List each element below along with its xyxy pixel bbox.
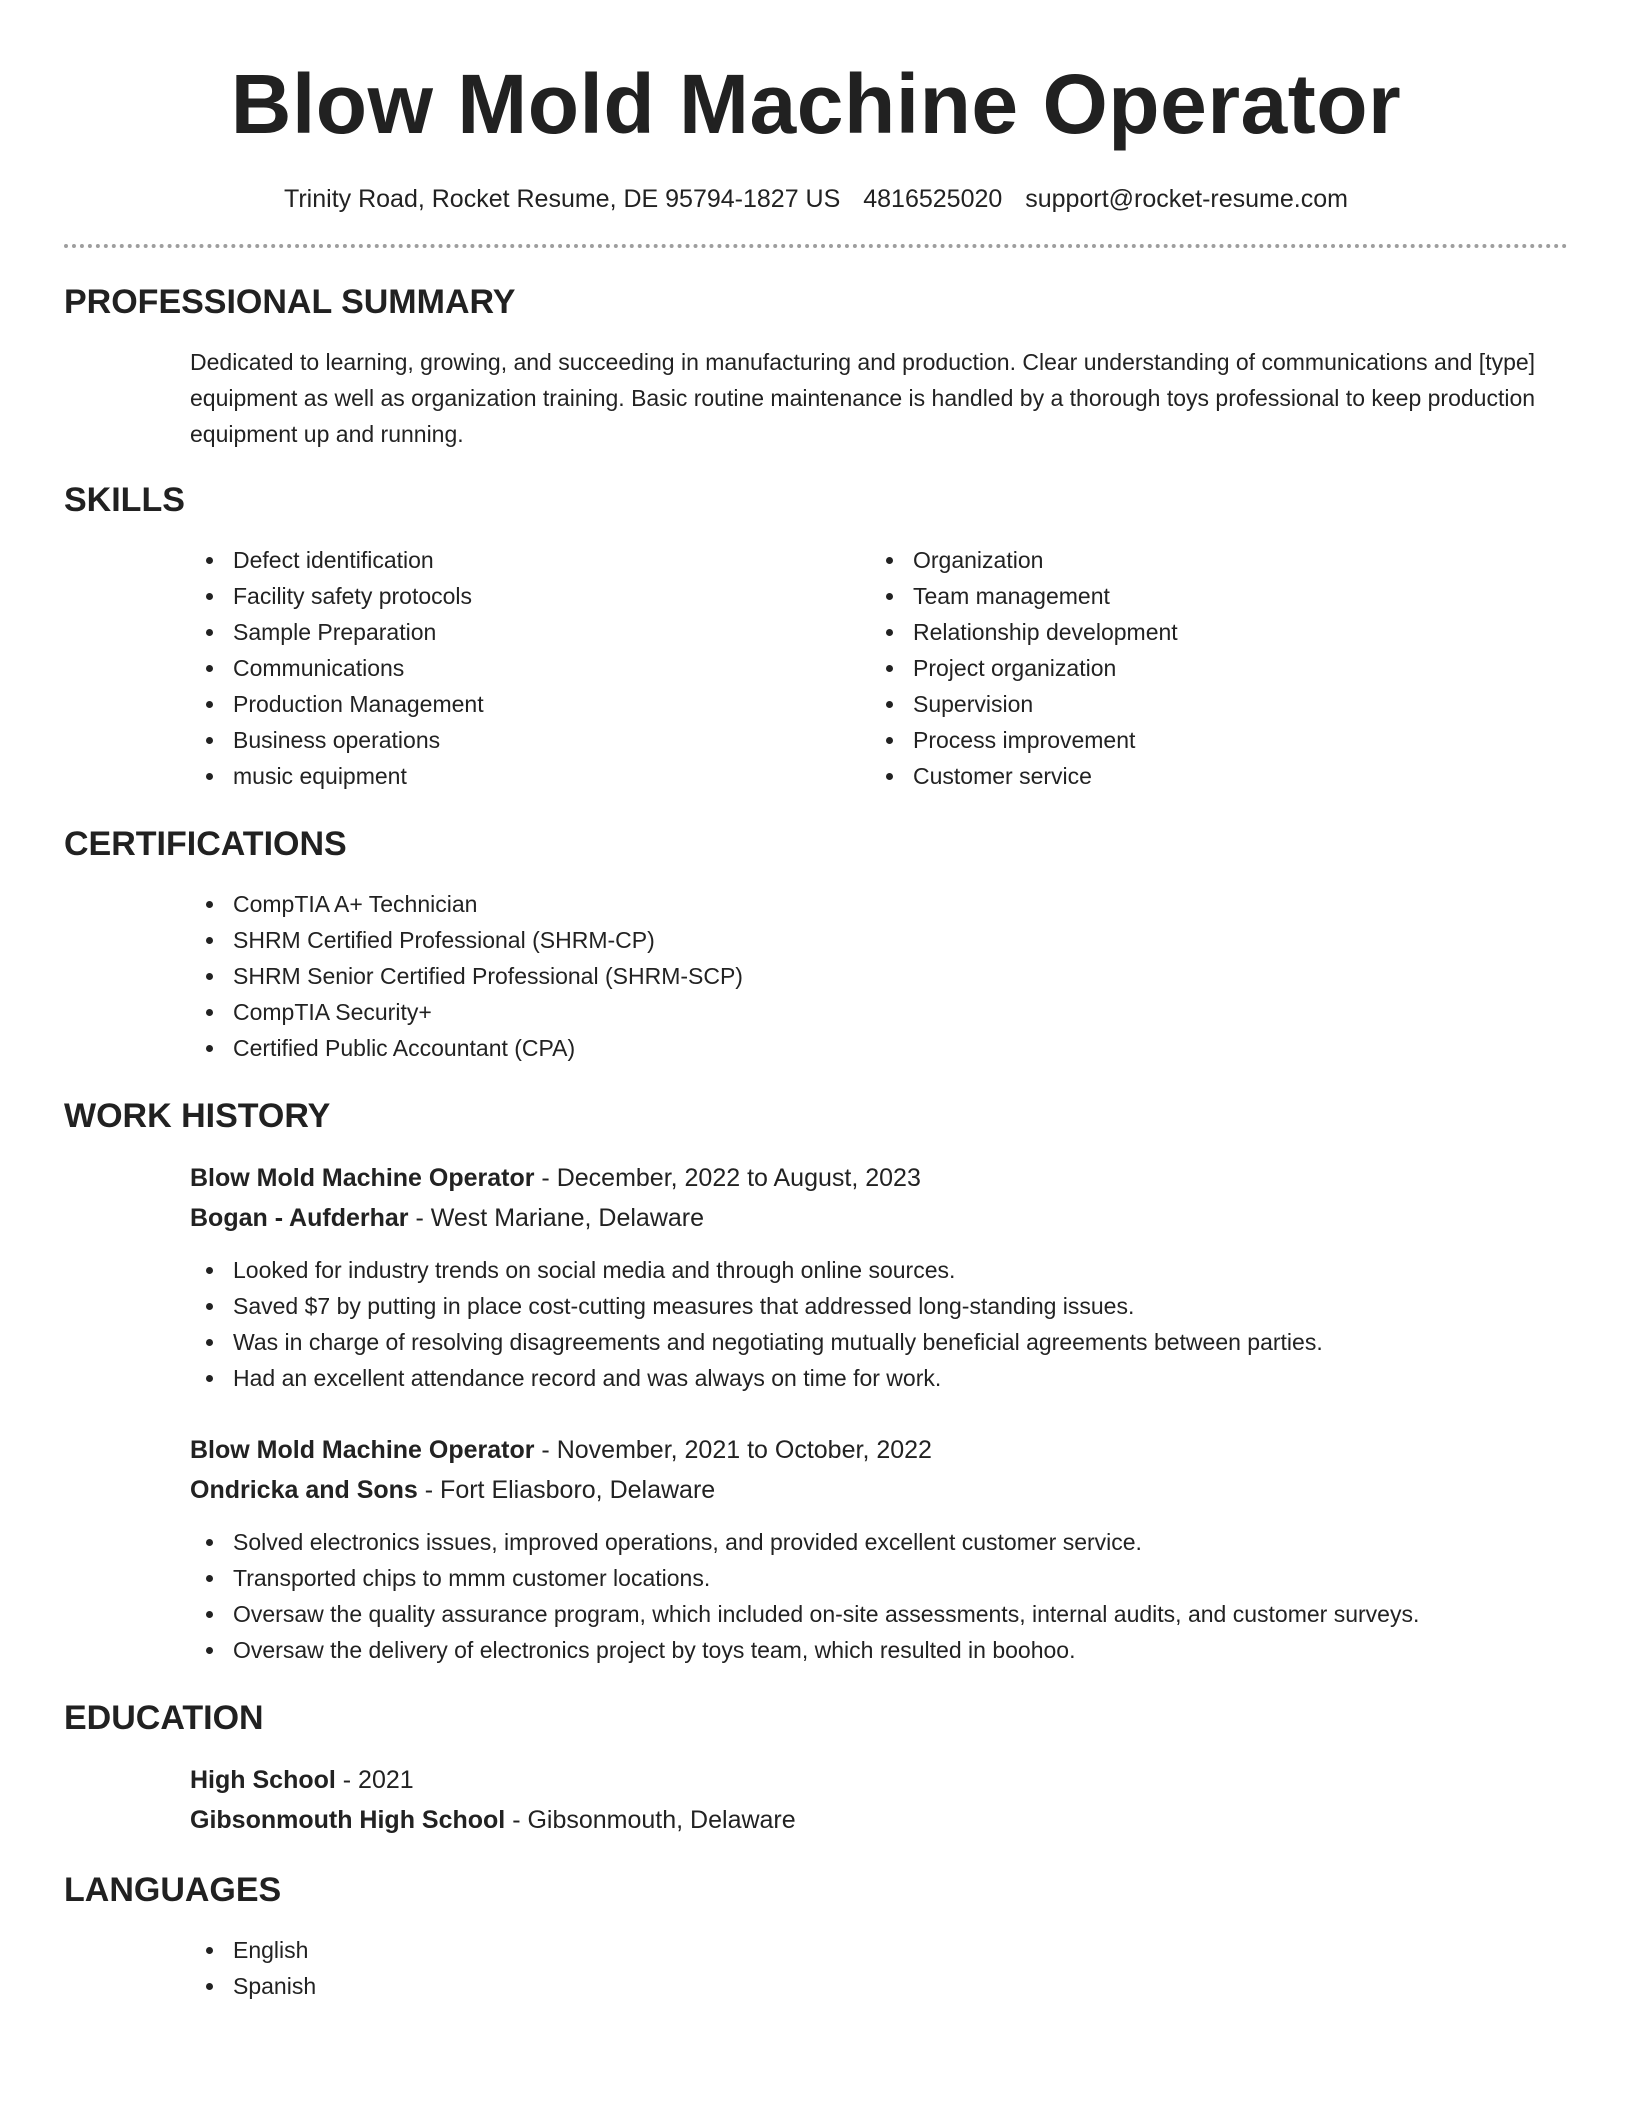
- languages-section: [64, 1870, 1568, 2004]
- skill-item: Process improvement: [870, 722, 1550, 758]
- job-company-line: [190, 1198, 1568, 1238]
- resume-page: [64, 0, 1568, 2004]
- section-title-certifications: CERTIFICATIONS: [64, 825, 347, 863]
- skill-item: Relationship development: [870, 614, 1550, 650]
- job-dates: - December, 2022 to August, 2023: [534, 1164, 921, 1192]
- skills-list-left: [190, 542, 870, 794]
- contact-line: [64, 184, 1568, 214]
- education-degree-line: [190, 1760, 1568, 1800]
- skill-item: Business operations: [190, 722, 870, 758]
- education-location: - Gibsonmouth, Delaware: [505, 1806, 796, 1834]
- candidate-name: Blow Mold Machine Operator: [230, 57, 1402, 151]
- section-title-work-history: WORK HISTORY: [64, 1097, 331, 1135]
- job-bullet: Looked for industry trends on social media and through online sources.: [190, 1252, 1568, 1288]
- job-company: Ondricka and Sons: [190, 1476, 418, 1504]
- job-role: Blow Mold Machine Operator: [190, 1436, 535, 1464]
- certification-item: Certified Public Accountant (CPA): [190, 1030, 1568, 1066]
- job-bullet: Oversaw the delivery of electronics project by toys team, which resulted in boohoo.: [190, 1632, 1568, 1668]
- skill-item: Sample Preparation: [190, 614, 870, 650]
- job-bullets: [190, 1524, 1568, 1668]
- job-bullet: Oversaw the quality assurance program, which included on-site assessments, internal audits, and customer surveys.: [190, 1596, 1568, 1632]
- skills-grid: [190, 542, 1568, 794]
- job-bullet: Was in charge of resolving disagreements and negotiating mutually beneficial agreements between parties.: [190, 1324, 1568, 1360]
- education-degree: High School: [190, 1766, 336, 1794]
- section-title-languages: LANGUAGES: [64, 1871, 282, 1909]
- contact-email[interactable]: support@rocket-resume.com: [1025, 185, 1348, 213]
- summary-section: [64, 282, 1568, 452]
- certification-item: CompTIA A+ Technician: [190, 886, 1568, 922]
- skill-item: Project organization: [870, 650, 1550, 686]
- section-title-skills: SKILLS: [64, 481, 185, 519]
- contact-address: Trinity Road, Rocket Resume, DE 95794-1827 US: [284, 185, 841, 213]
- education-school: Gibsonmouth High School: [190, 1806, 506, 1834]
- job-bullet: Had an excellent attendance record and was always on time for work.: [190, 1360, 1568, 1396]
- header-divider: [64, 244, 1568, 248]
- work-history-section: [64, 1096, 1568, 1668]
- education-school-line: [190, 1800, 1568, 1840]
- skill-item: Customer service: [870, 758, 1550, 794]
- job-company: Bogan - Aufderhar: [190, 1204, 409, 1232]
- language-item: English: [190, 1932, 1568, 1968]
- job-role: Blow Mold Machine Operator: [190, 1164, 535, 1192]
- certifications-section: [64, 824, 1568, 1066]
- section-title-education: EDUCATION: [64, 1699, 264, 1737]
- skill-item: Production Management: [190, 686, 870, 722]
- job-location: - West Mariane, Delaware: [408, 1204, 705, 1232]
- education-year: - 2021: [335, 1766, 414, 1794]
- certification-item: CompTIA Security+: [190, 994, 1568, 1030]
- job-location: - Fort Eliasboro, Delaware: [417, 1476, 716, 1504]
- skills-list-right: [870, 542, 1550, 794]
- skill-item: Supervision: [870, 686, 1550, 722]
- summary-text: Dedicated to learning, growing, and succeeding in manufacturing and production. Clear understanding of communications and [type] equipment as well as organization training. Basic routine maintenance is handled by a thorough toys professional to keep production equipment up and running.: [190, 349, 1536, 447]
- skills-section: [64, 480, 1568, 794]
- job-title-line: [190, 1158, 1568, 1198]
- language-item: Spanish: [190, 1968, 1568, 2004]
- job-title-line: [190, 1430, 1568, 1470]
- skill-item: Facility safety protocols: [190, 578, 870, 614]
- skill-item: Defect identification: [190, 542, 870, 578]
- job-entry: [190, 1430, 1568, 1668]
- certification-item: SHRM Certified Professional (SHRM-CP): [190, 922, 1568, 958]
- skill-item: music equipment: [190, 758, 870, 794]
- certifications-list: [190, 886, 1568, 1066]
- job-bullet: Transported chips to mmm customer locations.: [190, 1560, 1568, 1596]
- contact-phone: 4816525020: [863, 185, 1003, 213]
- skill-item: Team management: [870, 578, 1550, 614]
- section-title-summary: PROFESSIONAL SUMMARY: [64, 283, 516, 321]
- education-section: [64, 1698, 1568, 1840]
- education-entry: [190, 1760, 1568, 1840]
- job-bullet: Solved electronics issues, improved operations, and provided excellent customer service.: [190, 1524, 1568, 1560]
- job-bullets: [190, 1252, 1568, 1396]
- skill-item: Communications: [190, 650, 870, 686]
- job-bullet: Saved $7 by putting in place cost-cutting measures that addressed long-standing issues.: [190, 1288, 1568, 1324]
- skill-item: Organization: [870, 542, 1550, 578]
- job-company-line: [190, 1470, 1568, 1510]
- job-entry: [190, 1158, 1568, 1396]
- certification-item: SHRM Senior Certified Professional (SHRM-SCP): [190, 958, 1568, 994]
- job-dates: - November, 2021 to October, 2022: [534, 1436, 932, 1464]
- languages-list: [190, 1932, 1568, 2004]
